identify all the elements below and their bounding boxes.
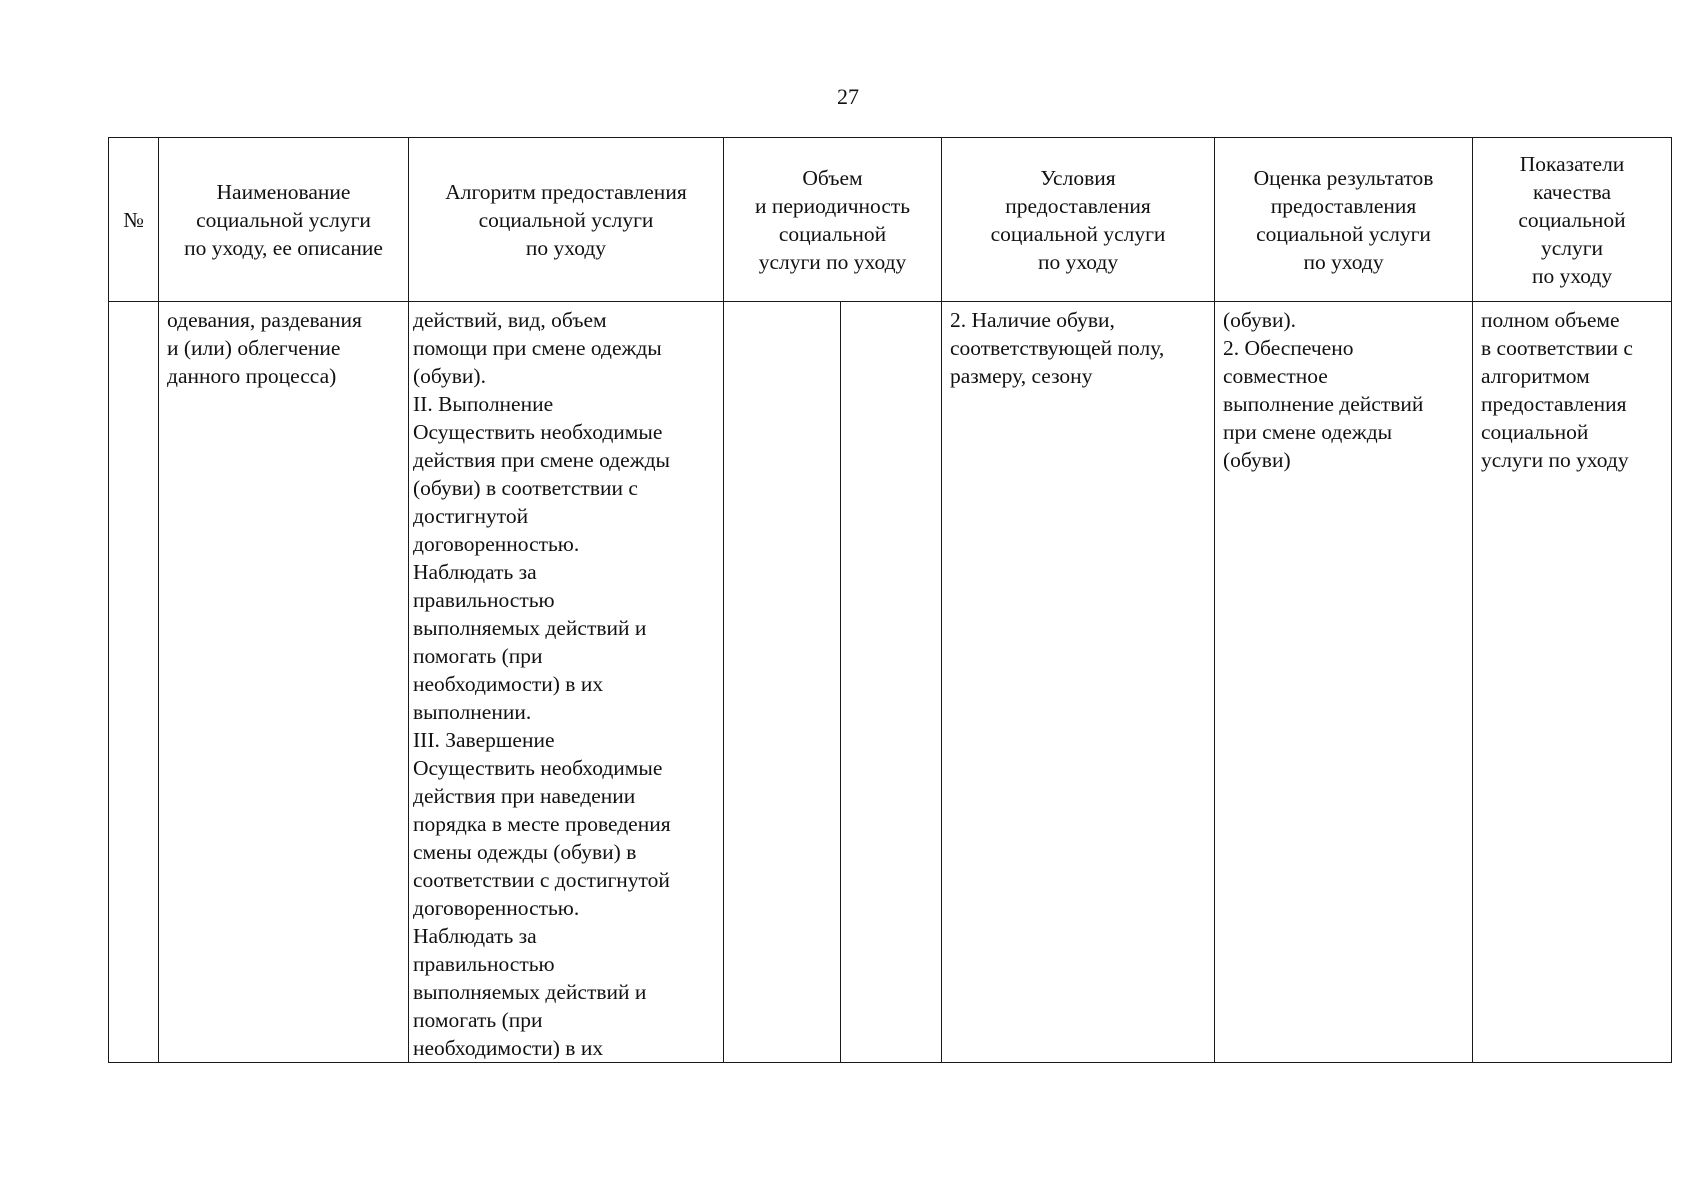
page-number: 27 — [837, 84, 859, 109]
text-line: действия при наведении — [413, 784, 636, 808]
text-line: по уходу — [1303, 249, 1384, 274]
text-line: услуги — [1540, 235, 1604, 260]
cell-algorithm — [409, 302, 724, 1063]
text-line: социальной — [778, 221, 887, 246]
cell-periodicity — [841, 302, 942, 1063]
text-line: выполнении. — [413, 700, 532, 724]
text-line: услуги по уходу — [1481, 448, 1629, 472]
text-line: помогать (при — [413, 1008, 543, 1032]
text-line: (обуви). — [1223, 308, 1296, 332]
text-line: предоставления — [1005, 193, 1151, 218]
text-line: услуги по уходу — [758, 249, 907, 274]
header-service-name — [159, 138, 409, 302]
text-line: размеру, сезону — [950, 364, 1093, 388]
text-line: предоставления — [1481, 392, 1627, 416]
text-line: социальной услуги — [196, 207, 371, 232]
text-line: качества — [1532, 179, 1612, 204]
text-line: алгоритмом — [1481, 364, 1590, 388]
text-line: по уходу — [1037, 249, 1119, 274]
text-line: выполняемых действий и — [413, 616, 647, 640]
cell-conditions — [942, 302, 1215, 1063]
text-line: Объем — [802, 165, 863, 190]
text-line: (обуви). — [413, 364, 486, 388]
table-header-row — [109, 138, 1672, 302]
text-line: необходимости) в их — [413, 1036, 604, 1060]
services-table — [108, 137, 1672, 1063]
text-line: одевания, раздевания — [167, 308, 362, 332]
text-line: договоренностью. — [413, 532, 580, 556]
text-line: социальной — [1518, 207, 1626, 232]
cell-volume — [724, 302, 841, 1063]
header-evaluation — [1215, 138, 1473, 302]
text-line: Показатели — [1519, 151, 1625, 176]
text-line: совместное — [1223, 364, 1328, 388]
text-line: 2. Наличие обуви, — [950, 308, 1115, 332]
text-line: достигнутой — [413, 504, 529, 528]
text-line: предоставления — [1270, 193, 1417, 218]
text-line: Осуществить необходимые — [413, 756, 663, 780]
text-line: и периодичность — [754, 193, 911, 218]
text-line: договоренностью. — [413, 896, 580, 920]
text-line: Наблюдать за — [413, 924, 537, 948]
text-line: № — [123, 207, 144, 232]
text-line: Наименование — [216, 179, 351, 204]
text-line: Наблюдать за — [413, 560, 537, 584]
text-line: помощи при смене одежды — [413, 336, 662, 360]
text-line: данного процесса) — [167, 364, 337, 388]
header-quality — [1473, 138, 1672, 302]
text-line: III. Завершение — [413, 728, 555, 752]
text-line: II. Выполнение — [413, 392, 554, 416]
text-line: Условия — [1040, 165, 1116, 190]
text-line: Алгоритм предоставления — [445, 179, 687, 204]
header-conditions — [942, 138, 1215, 302]
text-line: социальной услуги — [1256, 221, 1431, 246]
text-line: по уходу — [525, 235, 607, 260]
text-line: полном объеме — [1481, 308, 1620, 332]
text-line: действий, вид, объем — [413, 308, 607, 332]
text-line: и (или) облегчение — [167, 336, 341, 360]
text-line: Осуществить необходимые — [413, 420, 663, 444]
cell-evaluation — [1215, 302, 1473, 1063]
text-line: по уходу, ее описание — [184, 235, 383, 260]
table-row — [109, 302, 1672, 1063]
text-line: правильностью — [413, 588, 555, 612]
text-line: 2. Обеспечено — [1223, 336, 1354, 360]
text-line: при смене одежды — [1223, 420, 1393, 444]
text-line: социальной услуги — [990, 221, 1166, 246]
text-line: правильностью — [413, 952, 555, 976]
text-line: выполнение действий — [1223, 392, 1424, 416]
cell-service-name — [159, 302, 409, 1063]
header-number — [109, 138, 159, 302]
text-line: (обуви) — [1223, 448, 1291, 472]
text-line: в соответствии с — [1481, 336, 1633, 360]
text-line: выполняемых действий и — [413, 980, 647, 1004]
text-line: помогать (при — [413, 644, 543, 668]
text-line: Оценка результатов — [1253, 165, 1434, 190]
header-algorithm — [409, 138, 724, 302]
text-line: порядка в месте проведения — [413, 812, 671, 836]
text-line: соответствии с достигнутой — [413, 868, 670, 892]
text-line: необходимости) в их — [413, 672, 604, 696]
cell-quality — [1473, 302, 1672, 1063]
services-table-container — [108, 137, 1671, 1063]
text-line: (обуви) в соответствии с — [413, 476, 638, 500]
text-line: социальной — [1481, 420, 1589, 444]
cell-number — [109, 302, 159, 1063]
text-line: социальной услуги — [478, 207, 654, 232]
text-line: по уходу — [1531, 263, 1613, 288]
text-line: действия при смене одежды — [413, 448, 670, 472]
text-line: соответствующей полу, — [950, 336, 1165, 360]
header-volume-periodicity — [724, 138, 942, 302]
text-line: смены одежды (обуви) в — [413, 840, 637, 864]
